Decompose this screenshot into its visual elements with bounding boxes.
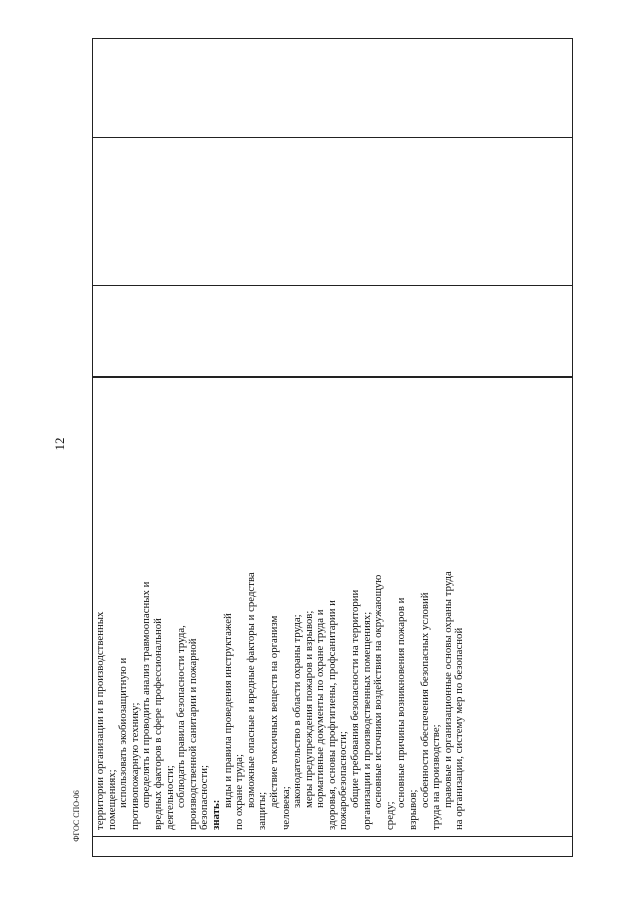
text-line: действие токсичных веществ на организм	[267, 615, 280, 808]
text-line: основные источники воздействия на окружающую	[372, 574, 385, 808]
empty-cell-2	[92, 137, 573, 286]
page-number: 12	[52, 437, 67, 451]
text-line: виды и правила проведения инструктажей	[221, 613, 234, 808]
text-line: защиты;	[256, 791, 269, 830]
text-line: меры предупреждения пожаров и взрывов;	[302, 610, 315, 808]
rotated-table	[92, 377, 573, 857]
text-line: территории организации и в производственных	[94, 611, 106, 830]
text-line: противопожарную технику;	[128, 702, 141, 830]
table-row-text	[93, 378, 572, 856]
document-footer: ФГОС СПО-06	[72, 790, 81, 842]
text-line: правовые и организационные основы охраны труда	[441, 571, 454, 808]
text-line: организации и производственных помещениях;	[360, 611, 373, 830]
text-line: взрывов;	[407, 789, 420, 830]
text-line: помещениях;	[105, 769, 118, 830]
text-line: знать:	[209, 799, 222, 830]
empty-cell-3	[92, 285, 573, 377]
text-line: по охране труда;	[233, 754, 246, 830]
table-cell-content	[93, 378, 572, 836]
text-line: труда на производстве;	[430, 724, 443, 830]
text-line: деятельности;	[163, 765, 176, 830]
text-line: общие требования безопасности на территории	[349, 589, 362, 808]
text-line: производственной санитарии и пожарной	[186, 638, 199, 830]
text-line: нормативные документы по охране труда и	[314, 609, 327, 808]
text-line: использовать экобиозащитную и	[117, 657, 130, 808]
text-line: на организации, систему мер по безопасной	[453, 627, 466, 830]
row-divider	[92, 376, 573, 377]
text-line: вредных факторов в сфере профессиональной	[151, 618, 164, 830]
text-line: соблюдать правила безопасности труда,	[175, 625, 188, 808]
text-line: основные причины возникновения пожаров и	[395, 597, 408, 808]
text-line: здоровья, основы профгигиены, профсанитарии и	[325, 600, 338, 830]
empty-cell-1	[92, 38, 573, 138]
text-line: человека;	[279, 786, 292, 830]
text-line: особенности обеспечения безопасных условий	[418, 592, 431, 808]
text-line: возможные опасные и вредные факторы и средства	[244, 572, 257, 808]
text-line: безопасности;	[198, 765, 211, 830]
text-line: определять и проводить анализ травмоопасных и	[140, 581, 153, 808]
text-line: законодательство в области охраны труда;	[291, 614, 304, 808]
text-line: пожаробезопасности;	[337, 731, 350, 830]
text-line: среду;	[383, 801, 396, 830]
table-cell-index	[93, 836, 572, 856]
